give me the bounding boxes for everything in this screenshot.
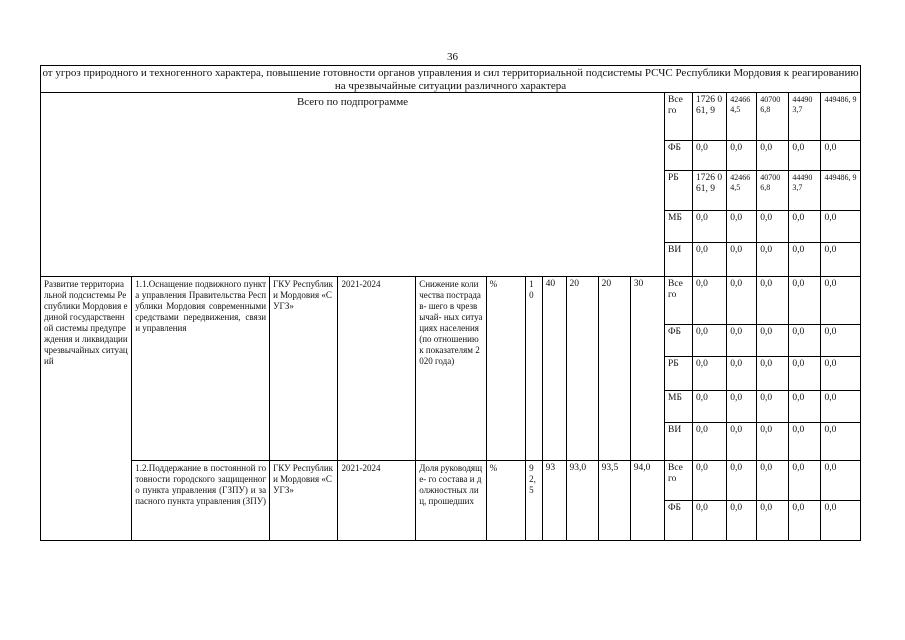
amount-cell: 0,0 bbox=[757, 211, 789, 243]
amount-cell: 0,0 bbox=[789, 141, 821, 171]
amount-cell: 0,0 bbox=[727, 211, 757, 243]
target-value: 20 bbox=[598, 277, 630, 461]
amount-cell: 0,0 bbox=[727, 461, 757, 501]
section-name: Развитие территориальной подсистемы Республики Мордовия единой государственной системы предупреждения и ликвидации чрезвычайных ситуаций bbox=[41, 277, 132, 541]
amount-cell: 0,0 bbox=[692, 211, 726, 243]
funding-source: Все го bbox=[665, 461, 693, 501]
measure-row bbox=[41, 277, 861, 325]
target-value: 94,0 bbox=[630, 461, 664, 541]
target-value: 30 bbox=[630, 277, 664, 461]
amount-cell: 0,0 bbox=[727, 423, 757, 461]
amount-cell: 0,0 bbox=[821, 501, 861, 541]
funding-source: Все го bbox=[665, 93, 693, 141]
amount-cell: 44490 3,7 bbox=[789, 93, 821, 141]
program-table bbox=[40, 92, 861, 541]
amount-cell: 40700 6,8 bbox=[757, 93, 789, 141]
amount-cell: 0,0 bbox=[727, 277, 757, 325]
executor: ГКУ Республики Мордовия «СУГЗ» bbox=[270, 277, 338, 461]
amount-cell: 1726 061, 9 bbox=[692, 171, 726, 211]
amount-cell: 40700 6,8 bbox=[757, 171, 789, 211]
amount-cell: 0,0 bbox=[727, 325, 757, 357]
amount-cell: 0,0 bbox=[757, 277, 789, 325]
amount-cell: 0,0 bbox=[757, 325, 789, 357]
amount-cell: 0,0 bbox=[789, 325, 821, 357]
funding-source: МБ bbox=[665, 391, 693, 423]
amount-cell: 0,0 bbox=[757, 391, 789, 423]
amount-cell: 0,0 bbox=[692, 357, 726, 391]
amount-cell: 0,0 bbox=[692, 277, 726, 325]
amount-cell: 0,0 bbox=[692, 325, 726, 357]
target-value: 93,0 bbox=[566, 461, 598, 541]
amount-cell: 0,0 bbox=[821, 141, 861, 171]
amount-cell: 1726 061, 9 bbox=[692, 93, 726, 141]
amount-cell: 0,0 bbox=[789, 461, 821, 501]
funding-source: РБ bbox=[665, 171, 693, 211]
target-value: 20 bbox=[566, 277, 598, 461]
executor: ГКУ Республики Мордовия «СУГЗ» bbox=[270, 461, 338, 541]
amount-cell: 0,0 bbox=[821, 423, 861, 461]
base-value: 1 0 bbox=[526, 277, 543, 461]
amount-cell: 0,0 bbox=[692, 391, 726, 423]
amount-cell: 0,0 bbox=[789, 501, 821, 541]
funding-source: МБ bbox=[665, 211, 693, 243]
funding-source: ВИ bbox=[665, 243, 693, 277]
target-value: 40 bbox=[542, 277, 566, 461]
amount-cell: 0,0 bbox=[757, 461, 789, 501]
amount-cell: 0,0 bbox=[821, 277, 861, 325]
amount-cell: 0,0 bbox=[727, 243, 757, 277]
amount-cell: 0,0 bbox=[821, 325, 861, 357]
amount-cell: 0,0 bbox=[789, 391, 821, 423]
subtotal-row bbox=[41, 93, 861, 141]
indicator: Доля руководяще- го состава и должностных лиц, прошедших bbox=[416, 461, 486, 541]
amount-cell: 0,0 bbox=[727, 391, 757, 423]
measure-row bbox=[41, 461, 861, 501]
amount-cell: 0,0 bbox=[727, 141, 757, 171]
funding-source: ВИ bbox=[665, 423, 693, 461]
amount-cell: 0,0 bbox=[692, 141, 726, 171]
funding-source: ФБ bbox=[665, 141, 693, 171]
amount-cell: 449486, 9 bbox=[821, 93, 861, 141]
funding-source: ФБ bbox=[665, 501, 693, 541]
period: 2021-2024 bbox=[338, 461, 416, 541]
amount-cell: 0,0 bbox=[757, 357, 789, 391]
amount-cell: 0,0 bbox=[821, 243, 861, 277]
base-value: 9 2, 5 bbox=[526, 461, 543, 541]
amount-cell: 0,0 bbox=[821, 357, 861, 391]
amount-cell: 0,0 bbox=[692, 501, 726, 541]
table-header-text: от угроз природного и техногенного характера, повышение готовности органов управления и сил территориальной подсистемы РСЧС Республики Мордовия к реагированию на чрезвычайные ситуации различного характера bbox=[40, 65, 861, 93]
amount-cell: 0,0 bbox=[789, 423, 821, 461]
amount-cell: 0,0 bbox=[757, 243, 789, 277]
funding-source: Все го bbox=[665, 277, 693, 325]
amount-cell: 449486, 9 bbox=[821, 171, 861, 211]
funding-source: ФБ bbox=[665, 325, 693, 357]
target-value: 93,5 bbox=[598, 461, 630, 541]
target-value: 93 bbox=[542, 461, 566, 541]
amount-cell: 0,0 bbox=[757, 423, 789, 461]
unit: % bbox=[486, 277, 525, 461]
page-number: 36 bbox=[447, 51, 458, 63]
amount-cell: 0,0 bbox=[821, 211, 861, 243]
amount-cell: 42466 4,5 bbox=[727, 93, 757, 141]
amount-cell: 42466 4,5 bbox=[727, 171, 757, 211]
amount-cell: 0,0 bbox=[789, 357, 821, 391]
amount-cell: 0,0 bbox=[789, 211, 821, 243]
amount-cell: 0,0 bbox=[727, 501, 757, 541]
measure-name: 1.2.Поддержание в постоянной готовности городского защищенного пункта управления (ГЗПУ) и запасного пункта управления (ЗПУ) bbox=[132, 461, 270, 541]
amount-cell: 0,0 bbox=[821, 391, 861, 423]
amount-cell: 0,0 bbox=[821, 461, 861, 501]
indicator: Снижение количества пострадав- шего в чрезвычай- ных ситуациях населения (по отношению к показателям 2020 года) bbox=[416, 277, 486, 461]
unit: % bbox=[486, 461, 525, 541]
subprogram-total-label: Всего по подпрограмме bbox=[41, 93, 665, 277]
period: 2021-2024 bbox=[338, 277, 416, 461]
funding-source: РБ bbox=[665, 357, 693, 391]
amount-cell: 0,0 bbox=[757, 501, 789, 541]
amount-cell: 0,0 bbox=[692, 461, 726, 501]
amount-cell: 0,0 bbox=[757, 141, 789, 171]
amount-cell: 0,0 bbox=[789, 277, 821, 325]
amount-cell: 44490 3,7 bbox=[789, 171, 821, 211]
amount-cell: 0,0 bbox=[692, 243, 726, 277]
amount-cell: 0,0 bbox=[692, 423, 726, 461]
amount-cell: 0,0 bbox=[727, 357, 757, 391]
measure-name: 1.1.Оснащение подвижного пункта управления Правительства Республики Мордовия современными средствами передвижения, связи и управления bbox=[132, 277, 270, 461]
amount-cell: 0,0 bbox=[789, 243, 821, 277]
